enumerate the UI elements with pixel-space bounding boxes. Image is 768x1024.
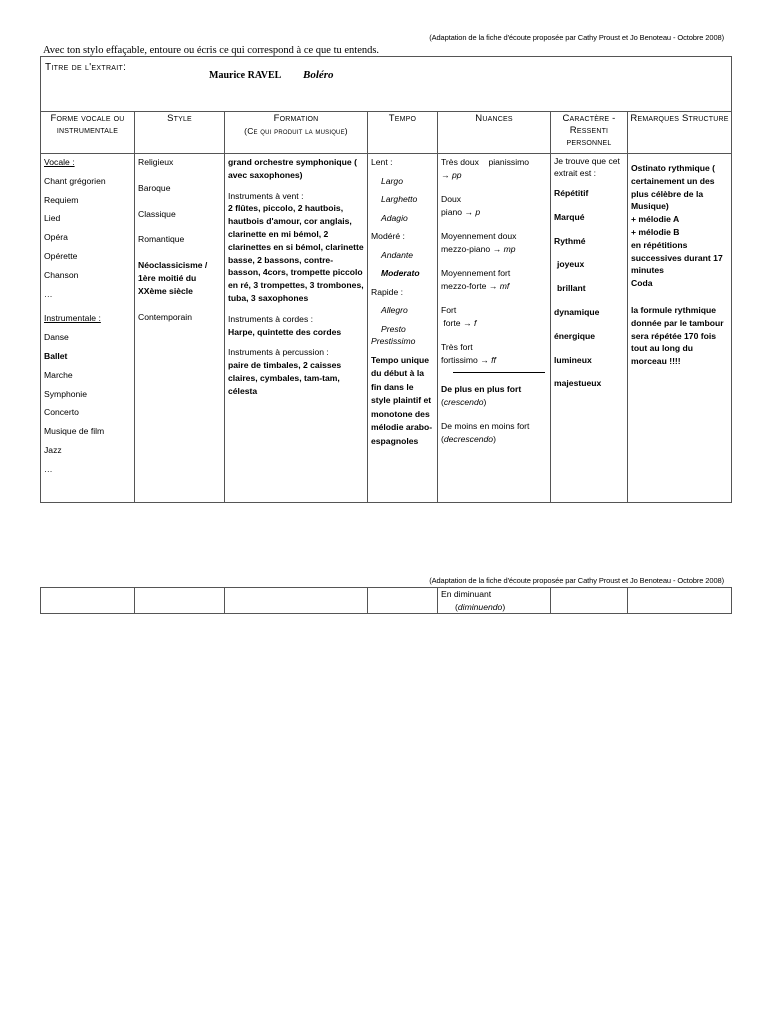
tempo-remark: Tempo unique du début à la fin dans le style plaintif et monotone des mélodie arabo-espagnoles [371,354,433,446]
style-cell [135,154,225,503]
formation-main: grand orchestre symphonique ( avec saxophones) [228,157,357,180]
remarque-melodie-a: + mélodie A [631,214,680,225]
instrumentale-label: Instrumentale : [44,313,101,324]
vent-label: Instruments à vent : [228,190,304,201]
tempo-modere-label: Modéré : [371,231,405,241]
forme-option: Requiem [44,194,79,205]
forme-option: Lied [44,213,61,224]
nuance-label: De moins en moins fort [441,421,530,431]
forme-option: Opérette [44,250,78,261]
composer-name: Maurice RAVEL [209,70,282,81]
style-option: Classique [138,208,176,219]
caractere-option: dynamique [554,306,600,317]
empty-cell [225,588,368,614]
nuance-label: Moyennement doux [441,231,517,241]
tempo-rapide-label: Rapide : [371,286,404,297]
caractere-option: énergique [554,330,596,341]
forme-option: Symphonie [44,388,87,399]
forme-option: … [44,463,53,474]
caractere-option: Marqué [554,211,585,222]
instruction-text: Avec ton stylo effaçable, entoure ou écris ce qui correspond à ce que tu entends. [43,45,380,56]
tempo-option: Moderato [381,268,420,278]
nuance-term: forte [443,317,461,328]
forme-option: Opéra [44,232,68,243]
style-option: Religieux [138,157,174,167]
empty-cell [628,588,732,614]
vocale-label: Vocale : [44,157,75,167]
caractere-option: Répétitif [554,188,589,198]
forme-option: Chant grégorien [44,175,106,186]
nuance-term-line: (crescendo) [441,396,487,407]
style-option: Romantique [138,234,185,245]
nuance-term: diminuendo [457,601,503,612]
caractere-cell [551,154,628,503]
style-option: Néoclassicisme / 1ère moitié du XXème siècle [138,260,208,296]
nuance-symbol-line: mezzo-piano → mp [441,243,516,254]
nuance-label: Moyennement fort [441,268,511,278]
nuance-symbol-line: fortissimo → ff [441,354,496,365]
tempo-lent-label: Lent : [371,157,393,167]
forme-cell [41,154,135,503]
forme-option: Chanson [44,269,79,280]
tempo-cell [368,154,438,503]
tempo-option: Presto [381,323,406,334]
nuance-symbol: mp [503,243,516,254]
nuance-symbol: f [473,317,477,328]
title-label: Titre de l'extrait: [45,62,127,73]
caractere-option: majestueux [554,378,602,389]
forme-option: Jazz [44,444,62,455]
forme-option: Marche [44,369,73,380]
nuance-symbol: pp [451,169,462,180]
tempo-option: Prestissimo [371,336,416,346]
header-formation-sub: (Ce qui produit la musique) [244,126,348,136]
nuance-term-line: (decrescendo) [441,433,496,444]
header-nuances: Nuances [438,112,551,154]
tempo-option: Larghetto [381,194,418,204]
empty-cell [41,588,135,614]
formation-cell [225,154,368,503]
empty-cell [135,588,225,614]
title-row [41,57,732,112]
cordes-instruments: Harpe, quintette des cordes [228,326,342,337]
forme-option: Danse [44,332,69,343]
nuances-cell [438,154,551,503]
header-style: Style [135,112,225,154]
nuance-term: crescendo [443,396,484,407]
remarque-repetitions: en répétitions successives durant 17 minutes [631,239,723,276]
forme-option: … [44,288,53,299]
nuance-term: mezzo-forte [441,280,487,291]
cordes-label: Instruments à cordes : [228,313,314,324]
nuance-label: En diminuant [441,589,492,599]
style-option: Baroque [138,182,171,193]
nuances-continuation-cell [438,588,551,614]
header-tempo: Tempo [368,112,438,154]
tempo-option: Largo [381,175,403,186]
nuance-term: decrescendo [443,433,494,444]
tempo-option: Allegro [381,305,408,315]
nuance-symbol-line: mezzo-forte → mf [441,280,510,291]
remarque-melodie-b: + mélodie B [631,226,680,237]
forme-option: Concerto [44,407,79,418]
tempo-option: Adagio [381,212,408,223]
nuance-symbol-line: → pp [441,169,462,180]
nuance-term: piano [441,206,463,217]
nuance-symbol: ff [491,354,496,365]
header-formation-label: Formation [273,113,319,124]
nuance-symbol: mf [499,280,510,291]
nuance-label: De plus en plus fort [441,384,522,394]
remarque-coda: Coda [631,278,653,289]
credit-line: (Adaptation de la fiche d'écoute proposée par Cathy Proust et Jo Benoteau - Octobre 2008) [429,576,724,585]
nuance-label: Très fort [441,342,473,352]
header-forme: Forme vocale ou instrumentale [41,112,135,154]
header-caractere: Caractère - Ressenti personnel [551,112,628,154]
header-remarques: Remarques Structure [628,112,732,154]
listening-sheet-table [40,56,732,503]
nuance-term: mezzo-piano [441,243,491,254]
style-option: Contemporain [138,311,192,322]
caractere-intro: Je trouve que cet extrait est : [554,156,620,178]
remarques-cell [628,154,732,503]
credit-line: (Adaptation de la fiche d'écoute proposée par Cathy Proust et Jo Benoteau - Octobre 2008) [429,33,724,42]
nuance-symbol-line: piano → p [441,206,481,217]
empty-cell [368,588,438,614]
nuance-label: Très doux [441,157,479,167]
caractere-option: Rythmé [554,235,586,246]
caractere-option: joyeux [557,259,585,270]
percussion-label: Instruments à percussion : [228,347,329,358]
remarque-formule: la formule rythmique donnée par le tambour sera répétée 170 fois tout au long du morceau !!!! [631,304,724,367]
nuance-term: pianissimo [488,157,530,167]
empty-cell [551,588,628,614]
nuance-tres-doux [441,156,547,169]
nuance-symbol: p [475,206,481,217]
caractere-option: lumineux [554,354,592,365]
answer-line [453,372,545,373]
remarque-ostinato: Ostinato rythmique ( certainement un des plus célèbre de la Musique) [631,163,716,212]
forme-option: Ballet [44,350,68,361]
nuance-term-line: (diminuendo) [455,601,506,612]
work-title: Boléro [303,69,334,81]
continuation-table [40,587,732,614]
nuance-symbol-line: forte → f [443,317,477,328]
nuance-label: Fort [441,305,457,315]
vent-instruments: 2 flûtes, piccolo, 2 hautbois, hautbois d'amour, cor anglais, clarinette en mi bémol, 2 clarinettes en si bémol, clarinette basse, 2 bassons, contre-basson, 4cors, trompette piccolo en ré, 3 trompettes, 3 trombones, tuba, 3 saxophones [228,203,364,303]
nuance-label: Doux [441,194,462,204]
percussion-instruments: paire de timbales, 2 caisses claires, cymbales, tam-tam, célesta [228,360,342,396]
caractere-option: brillant [557,283,586,294]
nuance-term: fortissimo [441,354,478,365]
header-formation [225,112,368,154]
forme-option: Musique de film [44,426,105,437]
tempo-option: Andante [381,249,414,260]
